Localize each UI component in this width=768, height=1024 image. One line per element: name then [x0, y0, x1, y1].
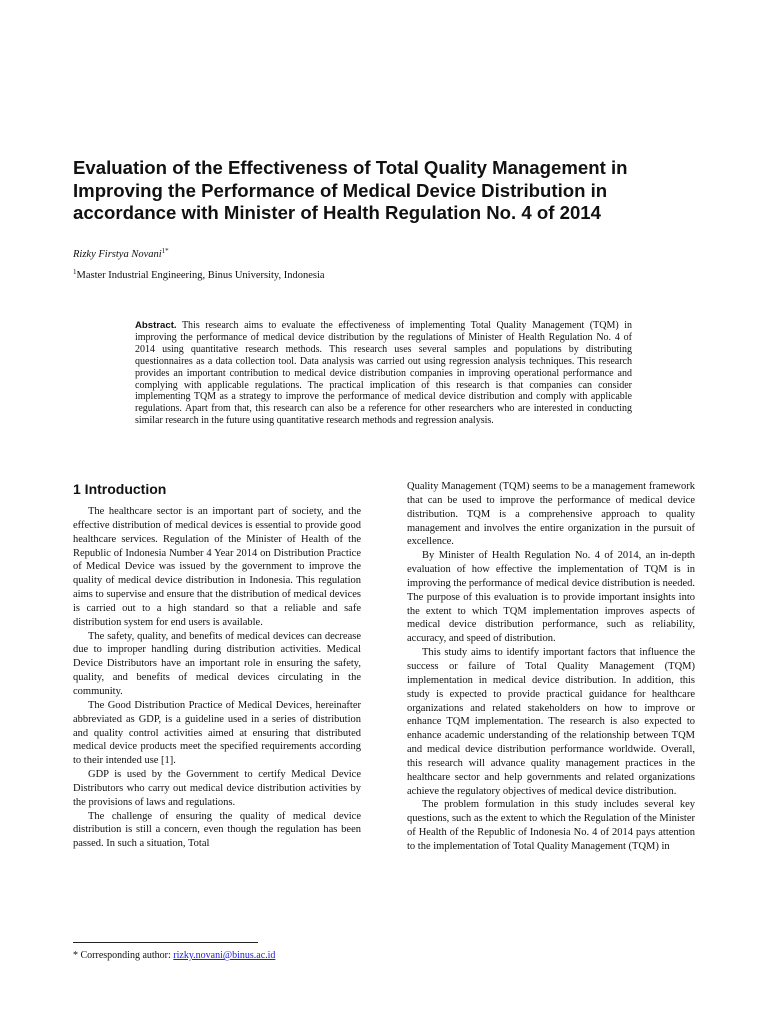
- author-name: Rizky Firstya Novani: [73, 249, 162, 260]
- paper-title: [73, 157, 695, 225]
- body-paragraph: This study aims to identify important factors that influence the success or failure of Total Quality Management (TQM) implementation in medical device distribution. In addition, this study is expected to provide practical guidance for healthcare organizations and related stakeholders on how to improve or enhance TQM implementation. The research is also expected to enhance academic understanding of the relationship between TQM and medical device distribution performance worldwide. Overall, this research will advance quality management practices in the healthcare sector and help governments and related organizations achieve the regulatory objectives of medical device distribution.: [407, 647, 695, 797]
- abstract-block: [135, 320, 632, 427]
- body-paragraph: By Minister of Health Regulation No. 4 of 2014, an in-depth evaluation of how effective the implementation of TQM is in improving the performance of medical device distribution is needed. The purpose of this evaluation is to provide important insights into the extent to which TQM implementation improves aspects of medical device distribution performance, such as reliability, accuracy, and speed of distribution.: [407, 550, 695, 645]
- body-paragraph: The healthcare sector is an important part of society, and the effective distribution of medical devices is essential to provide good healthcare services. Regulation of the Minister of Health of the Republic of Indonesia Number 4 Year 2014 on Distribution Practice of Medical Device was issued by the government to improve the quality of medical device distribution in Indonesia. This regulation aims to supervise and ensure that the distribution of medical devices is carried out to a high standard so that a reliable and safe distribution system for end users is available.: [73, 506, 361, 628]
- body-paragraph: The problem formulation in this study includes several key questions, such as the extent to which the Regulation of the Minister of Health of the Republic of Indonesia No. 4 of 2014 pays attention to the implementation of Total Quality Management (TQM) in: [407, 799, 695, 852]
- abstract-label: Abstract.: [135, 320, 177, 331]
- body-paragraph: The challenge of ensuring the quality of medical device distribution is still a concern, even though the regulation has been passed. In such a situation, Total: [73, 810, 361, 850]
- affiliation-text: Master Industrial Engineering, Binus University, Indonesia: [76, 270, 325, 281]
- right-column: [407, 480, 695, 854]
- abstract-text: This research aims to evaluate the effectiveness of implementing Total Quality Management (TQM) in improving the performance of medical device distribution by the regulations of Minister of Health Regulation No. 4 of 2014 using quantitative research methods. This research uses several samples and populations by distributing questionnaires as a data collection tool. Data analysis was carried out using regression analysis techniques. This research provides an important contribution to medical device distribution companies in improving operational performance and complying with applicable regulations. The practical implication of this research is that companies can consider implementing TQM as a strategy to improve the performance of medical device distribution and comply with applicable regulations. Apart from that, this research can also be a reference for other researchers who are interested in conducting similar research in the future using quantitative research methods and regression analysis.: [135, 320, 632, 427]
- author-superscript: 1*: [161, 247, 169, 255]
- author-line: [73, 245, 169, 261]
- affiliation-superscript: 1: [73, 268, 77, 276]
- title-line: accordance with Minister of Health Regulation No. 4 of 2014: [73, 202, 601, 223]
- title-line: Evaluation of the Effectiveness of Total Quality Management in: [73, 157, 628, 178]
- section-heading: 1 Introduction: [73, 481, 167, 497]
- footnote-divider: [73, 942, 258, 943]
- body-paragraph: Quality Management (TQM) seems to be a management framework that can be used to improve the performance of medical device distribution. TQM is a comprehensive approach to quality management and involves the entire organization in the pursuit of excellence.: [407, 481, 695, 548]
- body-paragraph: GDP is used by the Government to certify Medical Device Distributors who carry out medical device distribution activities by the provisions of laws and regulations.: [73, 769, 361, 808]
- affiliation-line: [73, 266, 325, 282]
- footnote: [73, 950, 275, 962]
- left-column: [73, 505, 361, 851]
- footnote-label: Corresponding author:: [80, 950, 171, 961]
- footnote-marker: *: [73, 950, 78, 961]
- author-email-link[interactable]: rizky.novani@binus.ac.id: [173, 950, 276, 961]
- body-paragraph: The safety, quality, and benefits of medical devices can decrease due to improper handling during distribution activities. Medical Device Distributors have an important role in ensuring the safety, quality, and benefits of medical devices circulating in the community.: [73, 630, 361, 697]
- title-line: Improving the Performance of Medical Device Distribution in: [73, 179, 608, 201]
- body-paragraph: The Good Distribution Practice of Medical Devices, hereinafter abbreviated as GDP, is a guideline used in a series of distribution and quality control activities aimed at ensuring that distributed medical device products meet the specified requirements according to their intended use [1].: [73, 699, 361, 767]
